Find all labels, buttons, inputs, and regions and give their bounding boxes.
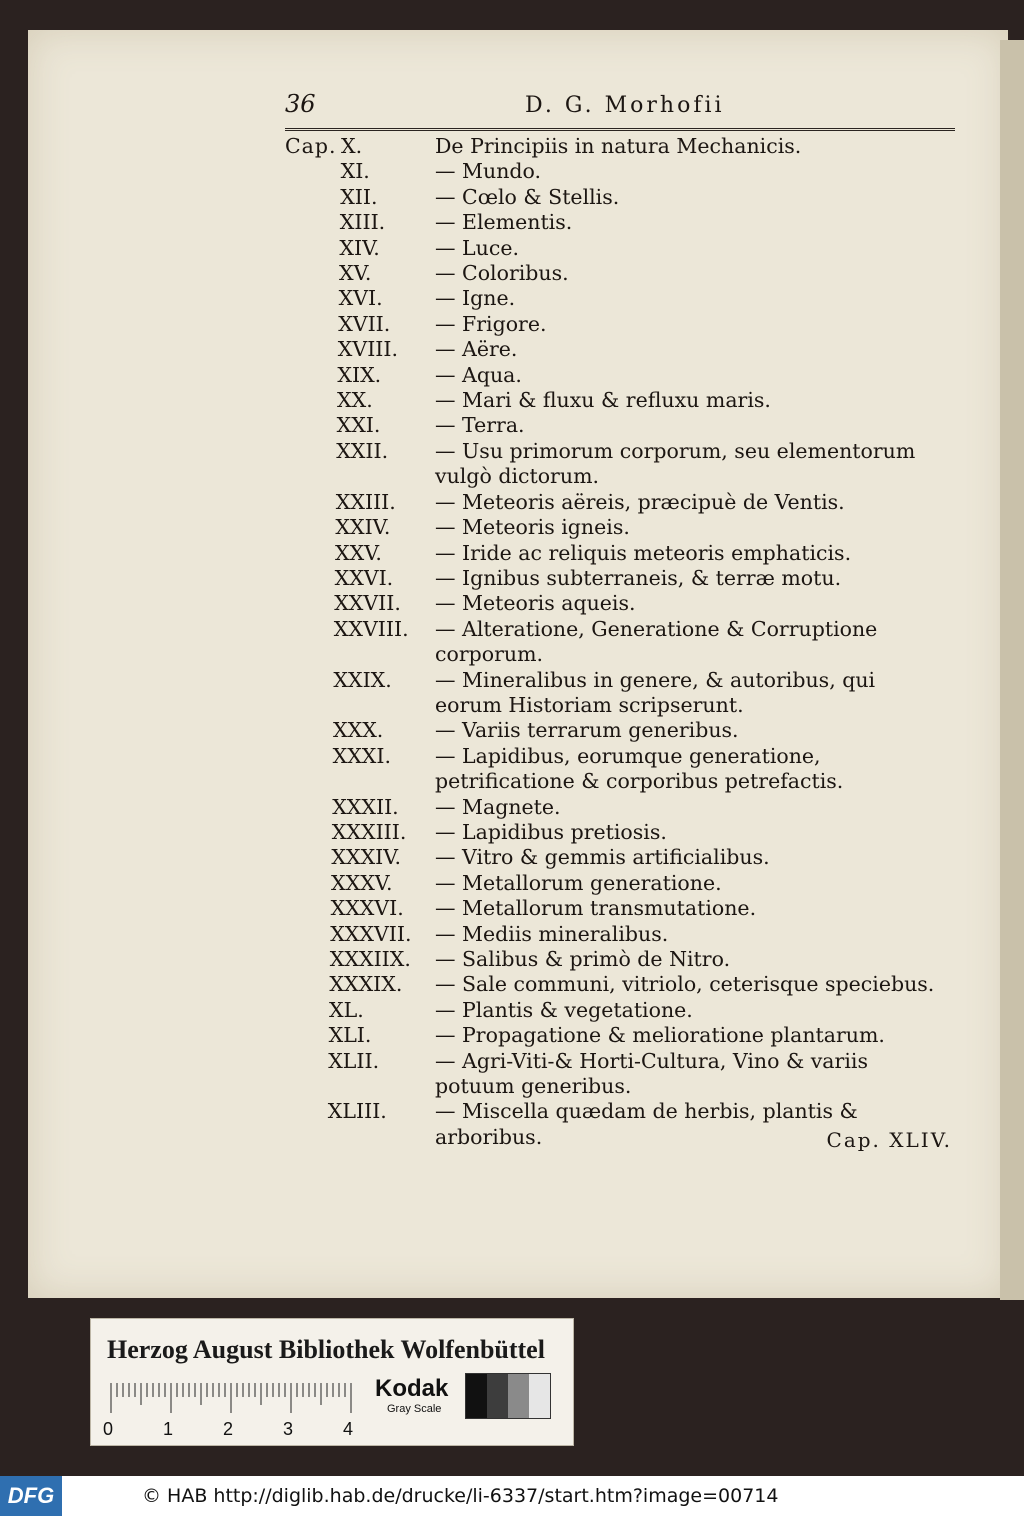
gray-patch: [487, 1374, 508, 1418]
chapter-numeral: XXXV.: [331, 870, 393, 895]
toc-entry: [285, 159, 955, 184]
kodak-logo: Kodak: [375, 1375, 449, 1402]
ruler-label: 0: [103, 1419, 114, 1439]
footer-bar: [0, 1476, 1024, 1516]
chapter-topic: — Meteoris igneis.: [435, 515, 630, 540]
chapter-topic: — Propagatione & melioratione plantarum.: [435, 1023, 885, 1048]
chapter-numeral: XXXIV.: [331, 845, 402, 870]
chapter-topic: — Iride ac reliquis meteoris emphaticis.: [435, 540, 852, 565]
chapter-numeral: XXXVII.: [330, 921, 412, 946]
chapter-numeral: XV.: [339, 261, 372, 286]
page-header: [285, 90, 955, 130]
toc-entry: [285, 286, 955, 311]
chapter-numeral: XXIX.: [333, 667, 392, 692]
ruler-scale: [109, 1381, 355, 1415]
chapter-topic: — Usu primorum corporum, seu elementorum vulgò dictorum.: [435, 438, 916, 489]
chapter-numeral: XLI.: [328, 1023, 372, 1048]
chapter-numeral: XVII.: [338, 311, 391, 336]
chapter-topic: — Alteratione, Generatione & Corruptione corporum.: [435, 616, 878, 667]
ruler-label: 1: [163, 1419, 174, 1439]
chapter-numeral: XXXI.: [332, 743, 391, 768]
chapter-numeral: XXXIIX.: [329, 947, 411, 971]
toc-entry: [285, 134, 955, 159]
toc-entry: [285, 744, 955, 795]
chapter-topic: — Frigore.: [435, 311, 547, 336]
chapter-topic: — Coloribus.: [435, 261, 569, 286]
toc-entry: [285, 236, 955, 261]
toc-entry: [285, 541, 955, 566]
chapter-numeral: XX.: [337, 388, 373, 413]
chapter-numeral: XXIII.: [335, 489, 396, 514]
ruler-label: 3: [283, 1419, 294, 1439]
chapter-topic: — Sale communi, vitriolo, ceterisque speciebus.: [435, 972, 935, 997]
chapter-topic: — Luce.: [435, 235, 519, 260]
chapter-numeral: XIV.: [339, 235, 380, 260]
ruler-label: 4: [343, 1419, 354, 1439]
chapter-topic: — Mineralibus in genere, & autoribus, qui eorum Historiam scripserunt.: [435, 667, 876, 717]
chapter-topic: — Magnete.: [435, 794, 561, 819]
toc-entry: [285, 363, 955, 388]
chapter-numeral: X.: [341, 134, 363, 158]
chapter-topic: — Variis terrarum generibus.: [435, 718, 739, 743]
chapter-numeral: XVIII.: [337, 337, 399, 362]
chapter-topic: — Metallorum transmutatione.: [435, 896, 757, 921]
gray-patch: [529, 1374, 550, 1418]
chapter-topic: — Ignibus subterraneis, & terræ motu.: [435, 565, 842, 590]
chapter-numeral: XIII.: [339, 210, 386, 235]
page-edge: [1000, 40, 1024, 1300]
dfg-logo: DFG: [0, 1476, 62, 1516]
chapter-numeral: XXXIII.: [331, 819, 407, 844]
chapter-topic: — Metallorum generatione.: [435, 870, 722, 895]
chapter-numeral: XXV.: [335, 540, 382, 565]
chapter-numeral: XXVIII.: [333, 616, 409, 641]
chapter-numeral: XXXVI.: [330, 896, 404, 921]
chapter-numeral: XXXII.: [332, 794, 399, 819]
chapter-numeral: XVI.: [338, 286, 383, 311]
chapter-numeral: XXVII.: [334, 591, 401, 616]
gray-patch: [508, 1374, 529, 1418]
toc-entry: [285, 185, 955, 210]
chapter-prefix: Cap.: [285, 134, 337, 158]
chapter-topic: — Agri-Viti-& Horti-Cultura, Vino & variis potuum generibus.: [435, 1048, 868, 1099]
chapter-topic: De Principiis in natura Mechanicis.: [435, 134, 802, 158]
chapter-topic: — Plantis & vegetatione.: [435, 997, 693, 1022]
toc-entry: [285, 261, 955, 286]
gray-scale-patches: [465, 1373, 551, 1419]
chapter-topic: — Cœlo & Stellis.: [435, 184, 620, 209]
toc-entry: [285, 490, 955, 515]
ruler-label: 2: [223, 1419, 234, 1439]
chapter-topic: — Aqua.: [435, 362, 522, 387]
chapter-topic: — Mundo.: [435, 159, 542, 184]
toc-entry: [285, 566, 955, 591]
table-of-contents: [285, 134, 955, 1150]
chapter-numeral: XLIII.: [327, 1099, 387, 1124]
header-rule: [285, 128, 955, 131]
chapter-topic: — Vitro & gemmis artificialibus.: [435, 845, 770, 870]
toc-entry: [285, 947, 955, 972]
toc-entry: [285, 820, 955, 845]
chapter-numeral: XXI.: [336, 413, 381, 438]
chapter-topic: — Lapidibus pretiosis.: [435, 819, 667, 844]
chapter-numeral: XL.: [329, 997, 364, 1022]
toc-entry: [285, 998, 955, 1023]
chapter-numeral: XXXIX.: [329, 972, 403, 997]
toc-entry: [285, 668, 955, 719]
color-calibration-card: [90, 1318, 574, 1446]
toc-entry: [285, 515, 955, 540]
toc-entry: [285, 896, 955, 921]
library-name: Herzog August Bibliothek Wolfenbüttel: [107, 1335, 545, 1364]
chapter-topic: — Mediis mineralibus.: [435, 921, 669, 946]
kodak-subtitle: Gray Scale: [387, 1403, 442, 1415]
chapter-numeral: XLII.: [328, 1048, 380, 1073]
toc-entry: [285, 922, 955, 947]
toc-entry: [285, 591, 955, 616]
toc-entry: [285, 388, 955, 413]
toc-entry: [285, 337, 955, 362]
chapter-topic: — Meteoris aëreis, præcipuè de Ventis.: [435, 489, 845, 514]
toc-entry: [285, 871, 955, 896]
chapter-topic: — Lapidibus, eorumque generatione, petrificatione & corporibus petrefactis.: [435, 743, 844, 794]
toc-entry: [285, 845, 955, 870]
chapter-topic: — Igne.: [435, 286, 516, 311]
gray-patch: [466, 1374, 487, 1418]
chapter-numeral: XXVI.: [334, 565, 394, 590]
chapter-topic: — Meteoris aqueis.: [435, 591, 636, 616]
chapter-topic: — Salibus & primò de Nitro.: [435, 947, 731, 971]
page-number: 36: [285, 90, 316, 118]
chapter-topic: — Mari & fluxu & refluxu maris.: [435, 388, 771, 413]
chapter-numeral: XI.: [340, 159, 370, 184]
toc-entry: [285, 439, 955, 490]
running-title: D. G. Morhofii: [525, 93, 725, 118]
toc-entry: [285, 1049, 955, 1100]
chapter-numeral: XXX.: [333, 718, 384, 743]
toc-entry: [285, 972, 955, 997]
chapter-topic: — Terra.: [435, 413, 525, 438]
chapter-topic: — Miscella quædam de herbis, plantis & arboribus.: [435, 1099, 858, 1149]
chapter-numeral: XII.: [340, 184, 378, 209]
toc-entry: [285, 617, 955, 668]
toc-entry: [285, 312, 955, 337]
chapter-numeral: XXII.: [336, 438, 389, 463]
chapter-topic: — Elementis.: [435, 210, 573, 235]
toc-entry: [285, 1023, 955, 1048]
toc-entry: [285, 718, 955, 743]
copyright-link[interactable]: © HAB http://diglib.hab.de/drucke/li-6337/start.htm?image=00714: [142, 1485, 779, 1507]
toc-entry: [285, 210, 955, 235]
toc-entry: [285, 413, 955, 438]
toc-entry: [285, 795, 955, 820]
catchword: Cap. XLIV.: [826, 1128, 952, 1152]
chapter-topic: — Aëre.: [435, 337, 518, 362]
chapter-numeral: XXIV.: [335, 515, 391, 540]
chapter-numeral: XIX.: [337, 362, 382, 387]
